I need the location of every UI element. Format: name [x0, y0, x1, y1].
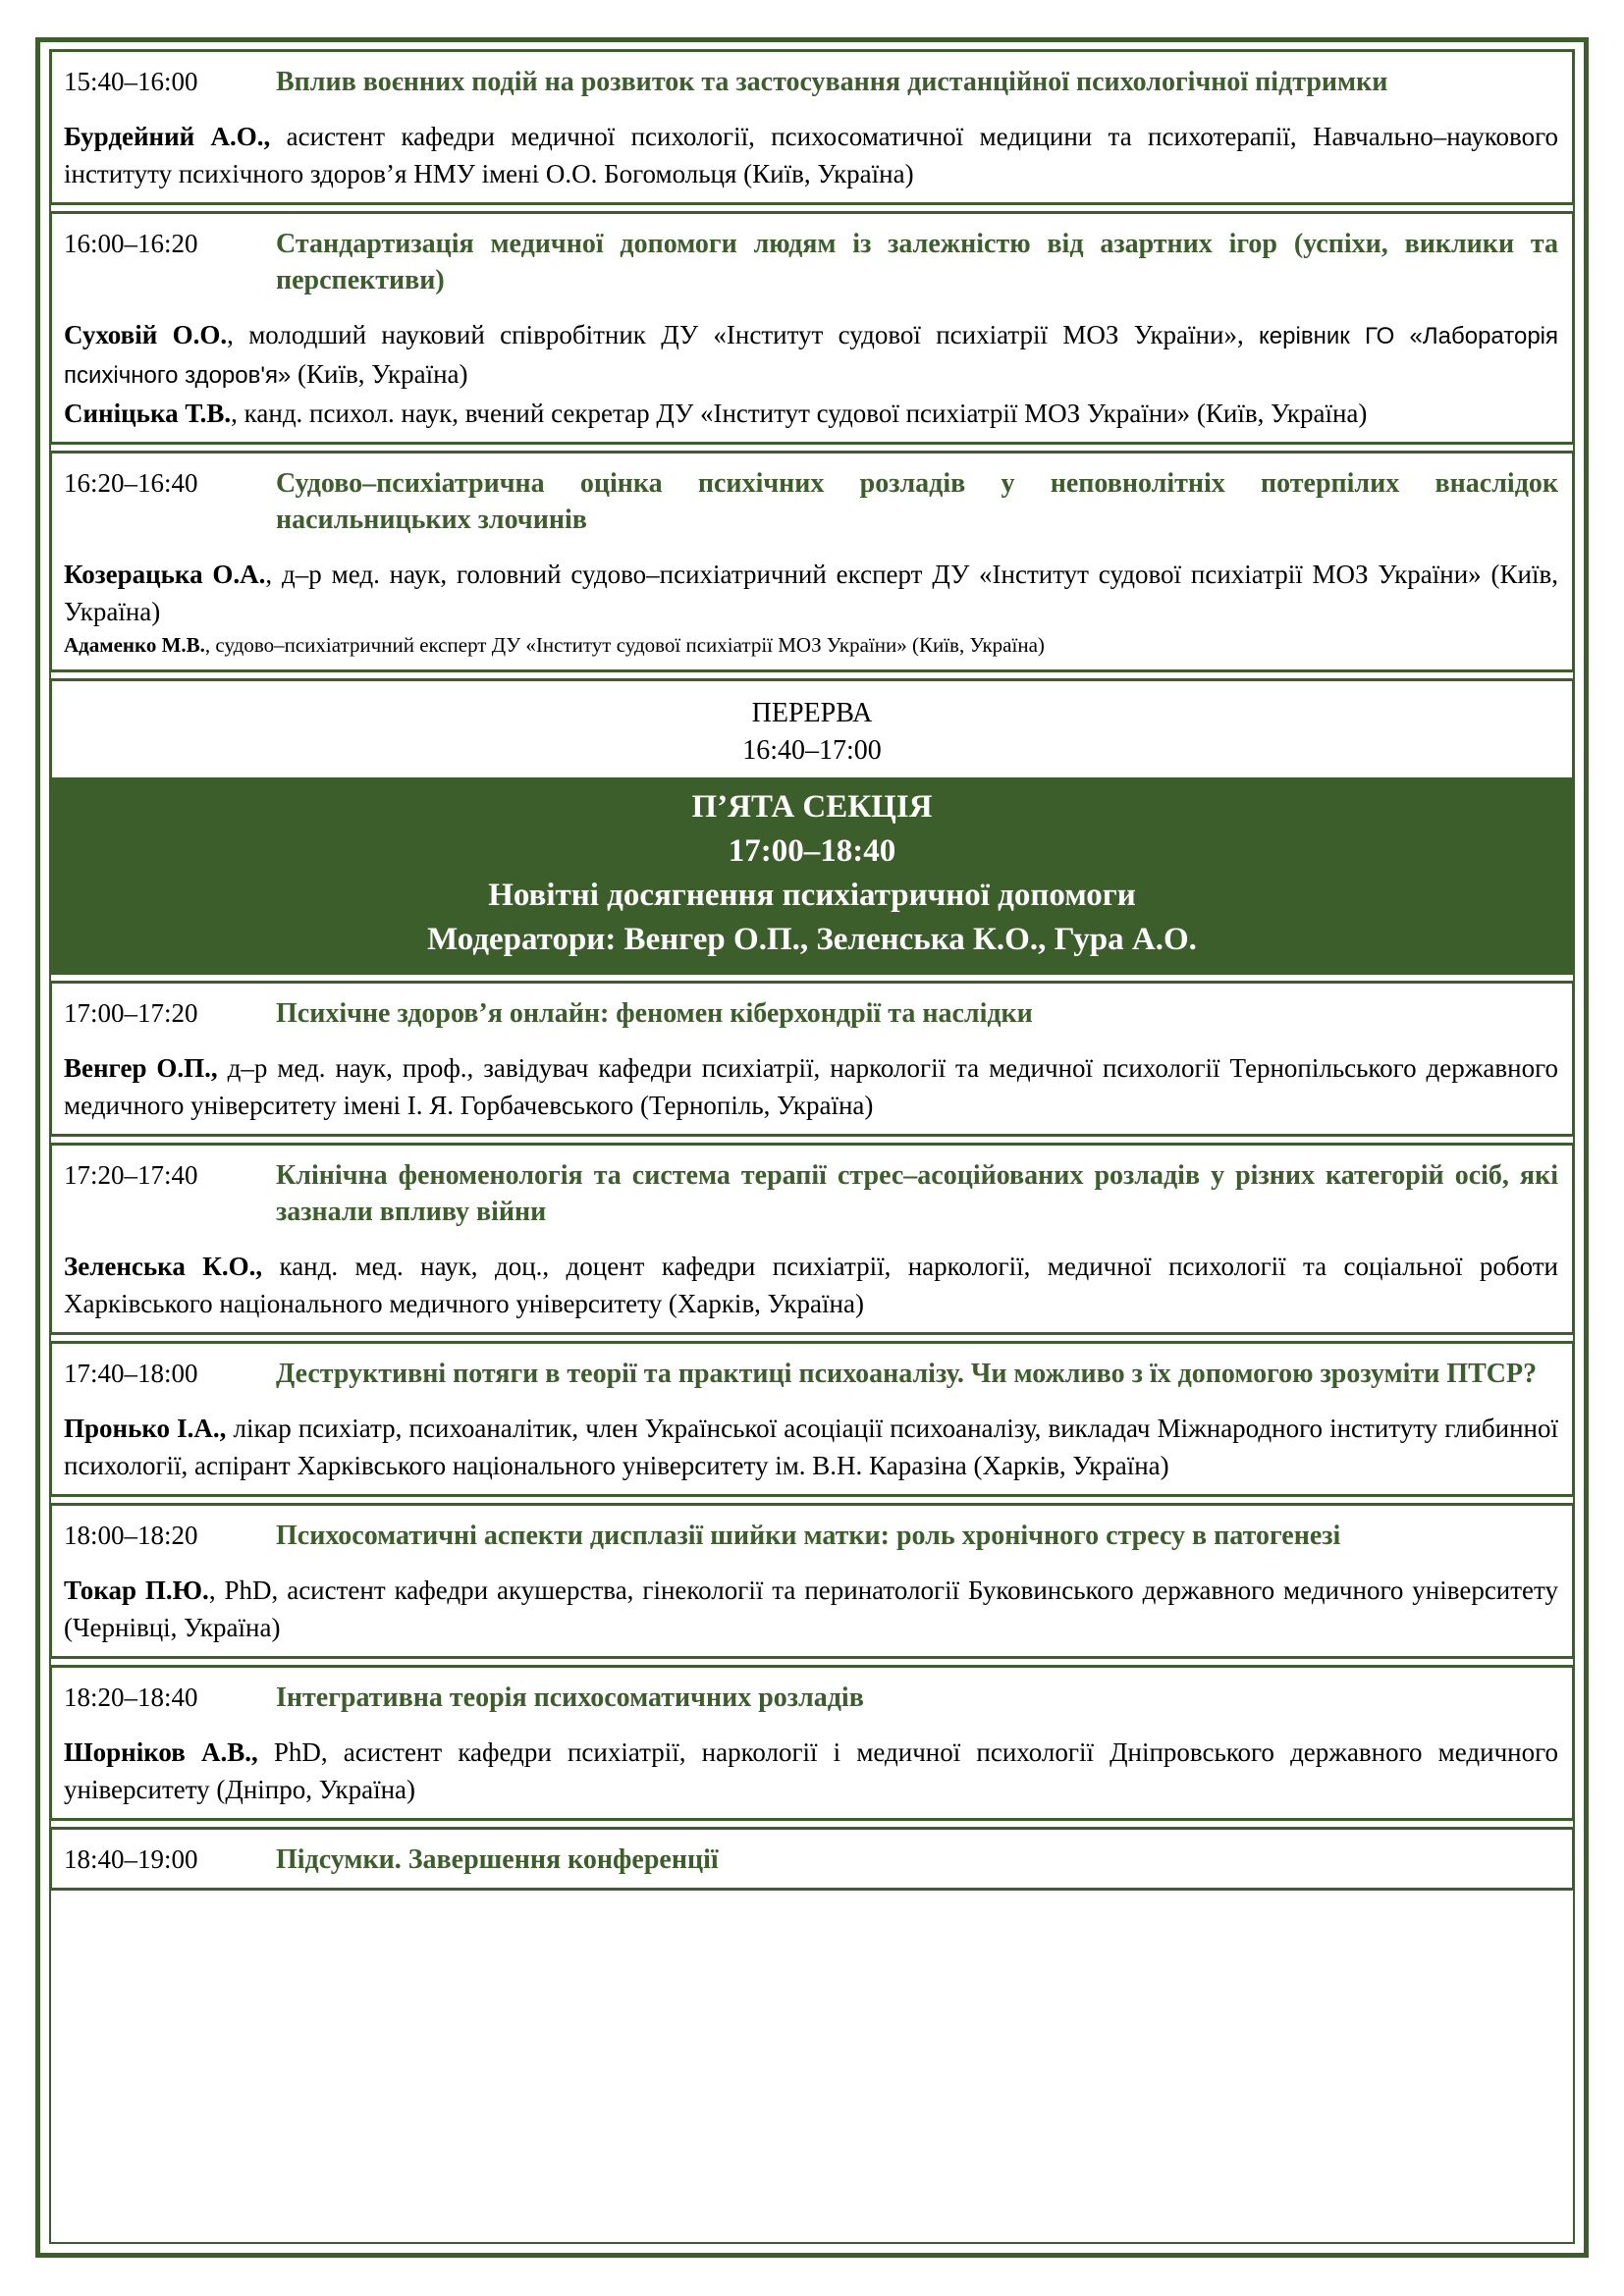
- speaker-entry: [64, 1572, 1558, 1646]
- item-time: 17:20–17:40: [64, 1160, 198, 1190]
- program-item: [49, 1503, 1575, 1659]
- program-item: [49, 981, 1575, 1137]
- break-and-section: [49, 678, 1575, 975]
- item-time: 18:00–18:20: [64, 1521, 198, 1550]
- section-moderators: Модератори: Венгер О.П., Зеленська К.О., Гура А.О.: [427, 922, 1197, 957]
- item-header: [64, 995, 1558, 1032]
- speaker-affiliation-extra: керівник ГО «Лабораторія психічного здоров'я»: [64, 323, 1558, 389]
- program-item: [49, 451, 1575, 672]
- speaker-entry: [64, 630, 1558, 660]
- speaker-entry: [64, 1049, 1558, 1124]
- speaker-entry: [64, 1410, 1558, 1484]
- item-header: [64, 1356, 1558, 1392]
- item-time: 15:40–16:00: [64, 67, 198, 96]
- speaker-entry: [64, 1734, 1558, 1808]
- speakers-list: [64, 1049, 1558, 1124]
- speaker-name: Бурдейний А.О.,: [64, 122, 271, 151]
- speaker-affiliation: PhD, асистент кафедри психіатрії, наркології і медичної психології Дніпровського державного медичного університету (Дніпро, Україна): [64, 1737, 1559, 1804]
- speakers-list: [64, 316, 1558, 432]
- program-item: [49, 1143, 1575, 1335]
- speakers-list: [64, 1572, 1558, 1646]
- break-block: [52, 681, 1572, 777]
- speaker-entry: [64, 316, 1558, 395]
- item-title: Стандартизація медичної допомоги людям із залежністю від азартних ігор (успіхи, виклики та перспективи): [276, 229, 1558, 295]
- speaker-name: Токар П.Ю.: [64, 1575, 209, 1605]
- speaker-entry: [64, 556, 1558, 630]
- speaker-name: Адаменко М.В.: [64, 633, 205, 657]
- speaker-name: Суховій О.О.: [64, 320, 228, 349]
- program-items-bottom: [49, 981, 1575, 1891]
- program-item: [49, 1665, 1575, 1821]
- speakers-list: [64, 1248, 1558, 1322]
- speakers-list: [64, 1410, 1558, 1484]
- item-header: [64, 1680, 1558, 1716]
- speaker-name: Венгер О.П.,: [64, 1053, 218, 1083]
- item-header: [64, 1157, 1558, 1230]
- section-topic: Новітні досягнення психіатричної допомоги: [488, 878, 1136, 913]
- item-title: Психосоматичні аспекти дисплазії шийки матки: роль хронічного стресу в патогенезі: [276, 1521, 1341, 1551]
- item-title: Судово–психіатрична оцінка психічних розладів у неповнолітніх потерпілих внаслідок насильницьких злочинів: [276, 468, 1558, 535]
- speaker-affiliation: , д–р мед. наук, головний судово–психіатричний експерт ДУ «Інститут судової психіатрії МОЗ України» (Київ, Україна): [64, 560, 1558, 626]
- item-title: Підсумки. Завершення конференції: [276, 1844, 719, 1875]
- speaker-entry: [64, 118, 1558, 192]
- program-item: [49, 1341, 1575, 1497]
- speaker-affiliation: асистент кафедри медичної психології, психосоматичної медицини та психотерапії, Навчально–наукового інституту психічного здоров’я НМУ імені О.О. Богомольця (Київ, Україна): [64, 122, 1558, 188]
- program-item: [49, 211, 1575, 445]
- speaker-affiliation: лікар психіатр, психоаналітик, член Української асоціації психоаналізу, викладач Міжнародного інституту глибинної психології, аспірант Харківського національного університету ім. В.Н. Каразіна (Харків, Україна): [64, 1414, 1559, 1480]
- item-time: 18:20–18:40: [64, 1682, 198, 1712]
- speaker-entry: [64, 395, 1558, 432]
- item-header: [64, 64, 1558, 100]
- program-content: [49, 49, 1575, 1896]
- item-time: 18:40–19:00: [64, 1844, 198, 1874]
- item-header: [64, 1518, 1558, 1554]
- speaker-affiliation: канд. мед. наук, доц., доцент кафедри психіатрії, наркології, медичної психології та соціальної роботи Харківського національного медичного університету (Харків, Україна): [64, 1252, 1558, 1318]
- speaker-name: Зеленська К.О.,: [64, 1252, 263, 1281]
- speaker-affiliation: , молодший науковий співробітник ДУ «Інститут судової психіатрії МОЗ України»,: [227, 320, 1260, 349]
- item-title: Деструктивні потяги в теорії та практиці психоаналізу. Чи можливо з їх допомогою зрозуміти ПТСР?: [276, 1359, 1538, 1389]
- speaker-name: Козерацька О.А.: [64, 560, 266, 589]
- item-time: 16:20–16:40: [64, 468, 198, 498]
- item-time: 16:00–16:20: [64, 229, 198, 258]
- break-label: ПЕРЕРВА: [751, 698, 873, 728]
- item-title: Вплив воєнних подій на розвиток та застосування дистанційної психологічної підтримки: [276, 67, 1388, 97]
- break-box: [49, 678, 1575, 975]
- section-time: 17:00–18:40: [728, 833, 896, 869]
- item-header: [64, 1842, 1558, 1878]
- speaker-location: (Київ, Україна): [291, 359, 468, 389]
- break-time: 16:40–17:00: [742, 735, 882, 766]
- speaker-affiliation: , судово–психіатричний експерт ДУ «Інститут судової психіатрії МОЗ України» (Київ, Україна): [204, 633, 1045, 657]
- section-name: П’ЯТА СЕКЦІЯ: [691, 789, 933, 825]
- item-time: 17:00–17:20: [64, 998, 198, 1028]
- speakers-list: [64, 1734, 1558, 1808]
- program-item: [49, 49, 1575, 205]
- item-title: Психічне здоров’я онлайн: феномен кіберхондрії та наслідки: [276, 998, 1033, 1029]
- speakers-list: [64, 556, 1558, 660]
- item-time: 17:40–18:00: [64, 1359, 198, 1388]
- speaker-entry: [64, 1248, 1558, 1322]
- program-item: [49, 1827, 1575, 1891]
- speaker-affiliation: д–р мед. наук, проф., завідувач кафедри психіатрії, наркології та медичної психології Тернопільського державного медичного університету імені І. Я. Горбачевського (Тернопіль, Україна): [64, 1053, 1558, 1120]
- section-header: [52, 777, 1572, 972]
- speaker-affiliation: , канд. психол. наук, вчений секретар ДУ «Інститут судової психіатрії МОЗ України» (Київ, Україна): [231, 399, 1368, 428]
- speaker-affiliation: , PhD, асистент кафедри акушерства, гінекології та перинатології Буковинського державного медичного університету (Чернівці, Україна): [64, 1575, 1558, 1642]
- item-header: [64, 226, 1558, 298]
- item-title: Клінічна феноменологія та система терапії стрес–асоційованих розладів у різних категорій осіб, які зазнали впливу війни: [276, 1160, 1558, 1227]
- speaker-name: Шорніков А.В.,: [64, 1737, 258, 1767]
- item-header: [64, 465, 1558, 538]
- speaker-name: Синіцька Т.В.: [64, 399, 232, 428]
- program-items-top: [49, 49, 1575, 672]
- speaker-name: Пронько І.А.,: [64, 1414, 227, 1443]
- item-title: Інтегративна теорія психосоматичних розладів: [276, 1682, 864, 1713]
- speakers-list: [64, 118, 1558, 192]
